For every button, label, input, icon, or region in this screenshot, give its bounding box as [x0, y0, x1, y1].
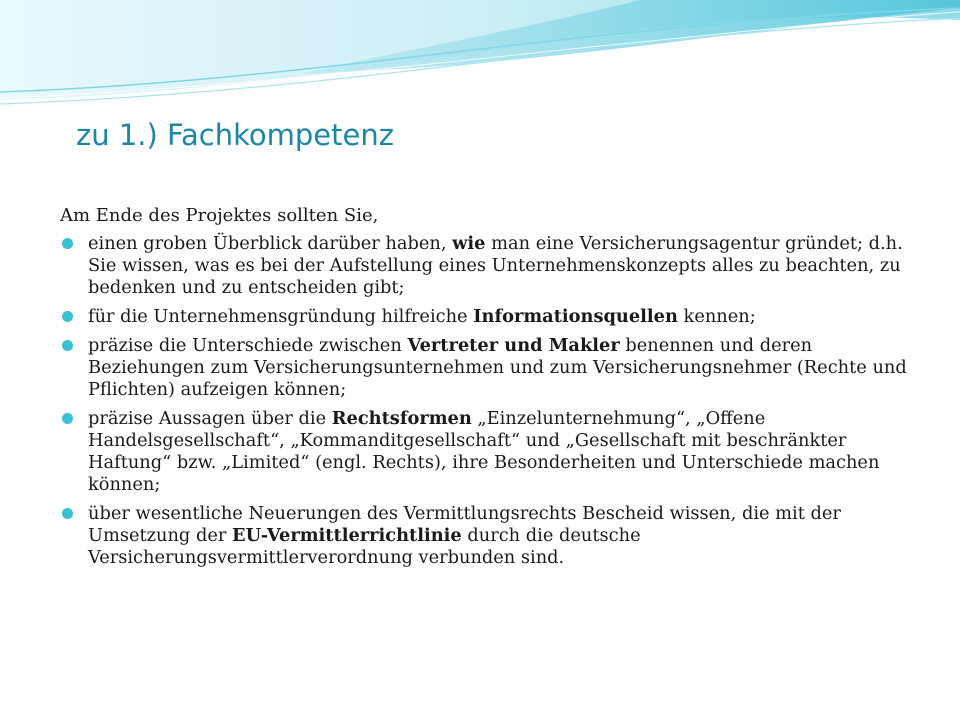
bullet-text	[88, 335, 907, 400]
text-run: „Einzelunternehmung“, „Offene Handelsgesellschaft“, „Kommanditgesellschaft“ und „Gesellschaft mit beschränkter Haftung“ bzw. „Limited“ (engl. Rechts), ihre Besonderheiten und Unterschiede machen können;	[88, 408, 880, 495]
intro-text: Am Ende des Projektes sollten Sie,	[60, 205, 379, 226]
text-run: einen groben Überblick darüber haben,	[88, 233, 453, 254]
text-run: durch die deutsche Versicherungsvermittlerverordnung verbunden sind.	[88, 525, 641, 568]
bullet-item	[60, 335, 910, 401]
text-run: benennen und deren Beziehungen zum Versicherungsunternehmen und zum Versicherungsnehmer (Rechte und Pflichten) aufzeigen können;	[88, 335, 907, 400]
bullet-text	[88, 408, 879, 495]
bullet-dot-icon	[62, 413, 73, 424]
text-run: man eine Versicherungsagentur gründet; d.h. Sie wissen, was es bei der Aufstellung eines Unternehmenskonzepts alles zu beachten, zu bedenken und zu entscheiden gibt;	[88, 233, 903, 298]
text-run: präzise Aussagen über die	[88, 408, 332, 429]
decorative-wave-header	[0, 0, 960, 120]
bullet-list	[60, 233, 910, 576]
text-run: präzise die Unterschiede zwischen	[88, 335, 408, 356]
bullet-text	[88, 306, 756, 327]
bullet-text	[88, 233, 903, 298]
text-run: über wesentliche Neuerungen des Vermittlungsrechts Bescheid wissen, die mit der Umsetzung der	[88, 503, 841, 546]
bold-keyword: wie	[452, 233, 486, 254]
bullet-dot-icon	[62, 508, 73, 519]
bullet-item	[60, 503, 910, 569]
bullet-item	[60, 408, 910, 496]
bullet-item	[60, 306, 910, 328]
bullet-dot-icon	[62, 311, 73, 322]
slide-title: zu 1.) Fachkompetenz	[76, 118, 394, 152]
bold-keyword: EU-Vermittlerrichtlinie	[232, 525, 462, 546]
bullet-item	[60, 233, 910, 299]
bold-keyword: Informationsquellen	[473, 306, 678, 327]
bold-keyword: Vertreter und Makler	[407, 335, 620, 356]
text-run: für die Unternehmensgründung hilfreiche	[88, 306, 474, 327]
bullet-dot-icon	[62, 340, 73, 351]
bold-keyword: Rechtsformen	[331, 408, 472, 429]
bullet-dot-icon	[62, 238, 73, 249]
bullet-text	[88, 503, 841, 568]
text-run: kennen;	[677, 306, 756, 327]
